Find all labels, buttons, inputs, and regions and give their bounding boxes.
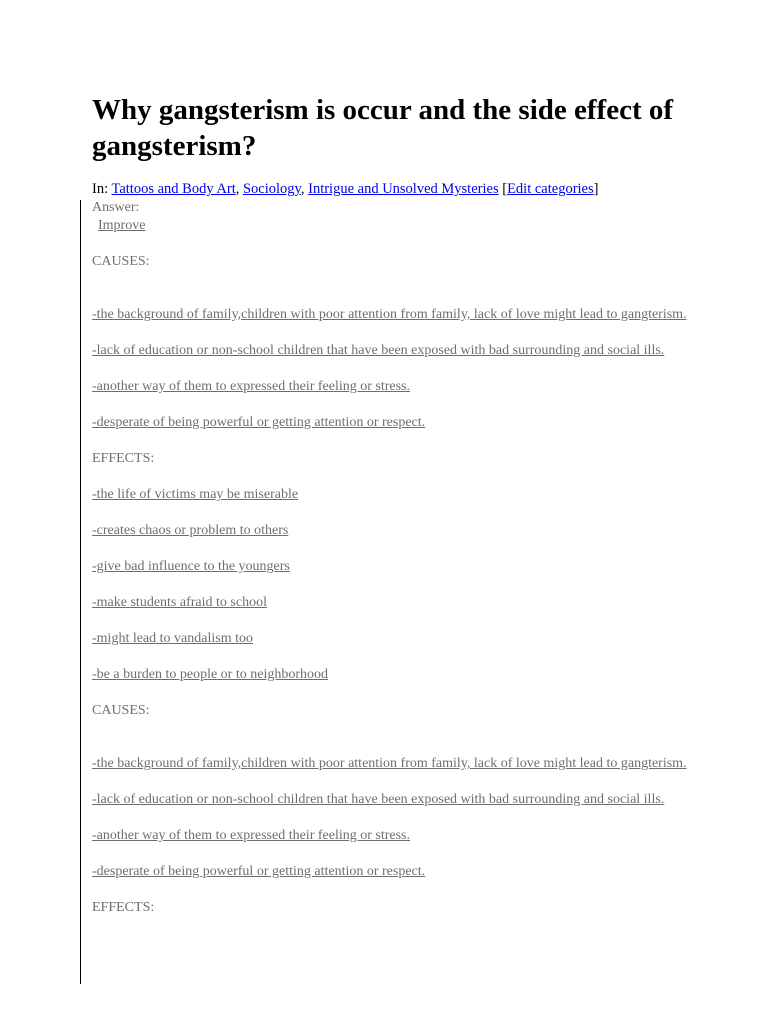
list-item: -the background of family,children with poor attention from family, lack of love might lead to gangterism. [92,307,687,322]
category-link-sociology[interactable]: Sociology [242,181,301,197]
answer-label: Answer: [92,200,140,215]
list-item: -desperate of being powerful or getting attention or respect. [92,415,426,430]
category-separator: , [235,181,243,197]
edit-categories-link[interactable]: Edit categories [507,181,594,197]
edit-bracket-close: ] [593,181,599,197]
section-heading-effects: EFFECTS: [92,451,155,466]
answer-body [92,199,692,917]
category-prefix: In: [92,181,112,197]
edit-bracket-open: [ [498,181,508,197]
page-title: Why gangsterism is occur and the side effect of gangsterism? [92,94,674,162]
list-item: -make students afraid to school [92,595,267,610]
section-heading-causes: CAUSES: [92,254,150,269]
improve-link[interactable]: Improve [98,218,146,233]
category-separator: , [300,181,309,197]
list-item: -lack of education or non-school children that have been exposed with bad surrounding and social ills. [92,343,665,358]
answer-divider-line [80,200,81,984]
list-item: -desperate of being powerful or getting attention or respect. [92,864,426,879]
list-item: -creates chaos or problem to others [92,523,289,538]
list-item: -the background of family,children with poor attention from family, lack of love might lead to gangterism. [92,756,687,771]
list-item: -lack of education or non-school children that have been exposed with bad surrounding and social ills. [92,792,665,807]
list-item: -be a burden to people or to neighborhood [92,667,328,682]
category-link-intrigue[interactable]: Intrigue and Unsolved Mysteries [308,181,499,197]
section-heading-effects: EFFECTS: [92,900,155,915]
section-heading-causes: CAUSES: [92,703,150,718]
category-link-tattoos[interactable]: Tattoos and Body Art [111,181,236,197]
category-line [92,180,732,198]
list-item: -another way of them to expressed their feeling or stress. [92,828,411,843]
list-item: -give bad influence to the youngers [92,559,290,574]
list-item: -the life of victims may be miserable [92,487,299,502]
list-item: -might lead to vandalism too [92,631,253,646]
list-item: -another way of them to expressed their feeling or stress. [92,379,411,394]
